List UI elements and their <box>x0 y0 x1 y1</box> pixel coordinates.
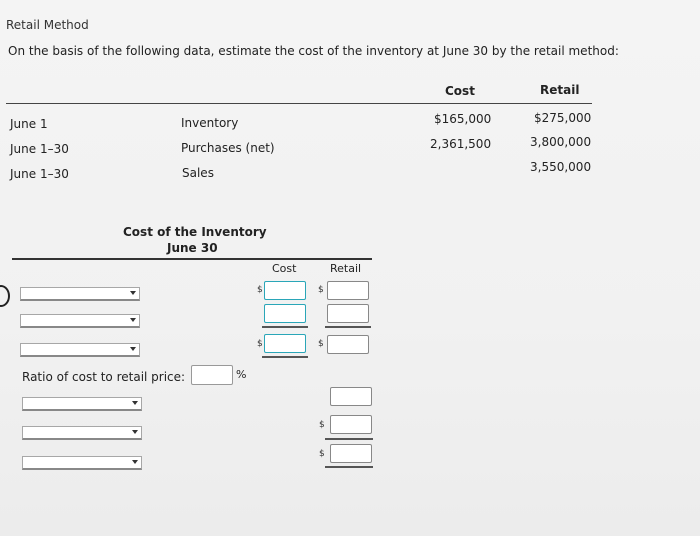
line-item-dropdown[interactable] <box>22 426 142 440</box>
answer-col-retail-header: Retail <box>330 262 362 275</box>
retail-input-4[interactable] <box>330 415 372 434</box>
row-date: June 1 <box>10 117 48 131</box>
cost-input-total[interactable] <box>264 334 306 353</box>
dollar-sign: $ <box>318 339 324 349</box>
data-table-rule <box>6 103 592 104</box>
page-title: Retail Method <box>6 18 89 32</box>
line-item-dropdown[interactable] <box>20 343 140 357</box>
row-date: June 1–30 <box>10 142 69 156</box>
chevron-down-icon <box>130 347 136 351</box>
line-item-dropdown[interactable] <box>20 314 140 328</box>
total-underline <box>325 326 371 328</box>
row-cost: $165,000 <box>434 112 492 126</box>
double-underline <box>325 466 373 468</box>
row-date: June 1–30 <box>10 167 69 181</box>
answer-heading-line2: June 30 <box>167 241 218 255</box>
answer-rule <box>12 258 372 260</box>
line-item-dropdown[interactable] <box>22 456 142 470</box>
cost-input-1[interactable] <box>264 281 306 300</box>
retail-input-3[interactable] <box>330 387 372 406</box>
retail-input-final[interactable] <box>330 444 372 463</box>
total-underline <box>262 326 308 328</box>
answer-heading-line1: Cost of the Inventory <box>123 225 267 239</box>
chevron-down-icon <box>130 291 136 295</box>
instruction-text: On the basis of the following data, estimate the cost of the inventory at June 30 by the retail method: <box>8 44 619 58</box>
ratio-label: Ratio of cost to retail price: <box>22 370 186 384</box>
answer-col-cost-header: Cost <box>272 262 297 275</box>
chevron-down-icon <box>132 430 138 434</box>
row-cost: 2,361,500 <box>430 137 492 151</box>
data-col-retail-header: Retail <box>540 83 580 97</box>
dollar-sign: $ <box>318 285 324 295</box>
left-edge-mark <box>0 285 10 307</box>
chevron-down-icon <box>132 401 138 405</box>
dollar-sign: $ <box>257 285 263 295</box>
line-item-dropdown[interactable] <box>20 287 140 301</box>
chevron-down-icon <box>132 460 138 464</box>
total-underline <box>325 438 373 440</box>
row-label: Inventory <box>181 116 239 130</box>
dollar-sign: $ <box>319 420 325 430</box>
double-underline <box>262 356 308 358</box>
percent-sign: % <box>236 368 247 381</box>
dollar-sign: $ <box>319 449 325 459</box>
cost-input-2[interactable] <box>264 304 306 323</box>
chevron-down-icon <box>130 318 136 322</box>
ratio-input[interactable] <box>191 365 233 385</box>
row-label: Purchases (net) <box>181 141 275 155</box>
line-item-dropdown[interactable] <box>22 397 142 411</box>
row-retail: 3,550,000 <box>530 160 592 174</box>
retail-input-1[interactable] <box>327 281 369 300</box>
dollar-sign: $ <box>257 339 263 349</box>
row-label: Sales <box>182 166 214 180</box>
row-retail: $275,000 <box>534 111 592 125</box>
row-retail: 3,800,000 <box>530 135 592 149</box>
retail-input-2[interactable] <box>327 304 369 323</box>
retail-input-total[interactable] <box>327 335 369 354</box>
data-col-cost-header: Cost <box>445 84 475 98</box>
